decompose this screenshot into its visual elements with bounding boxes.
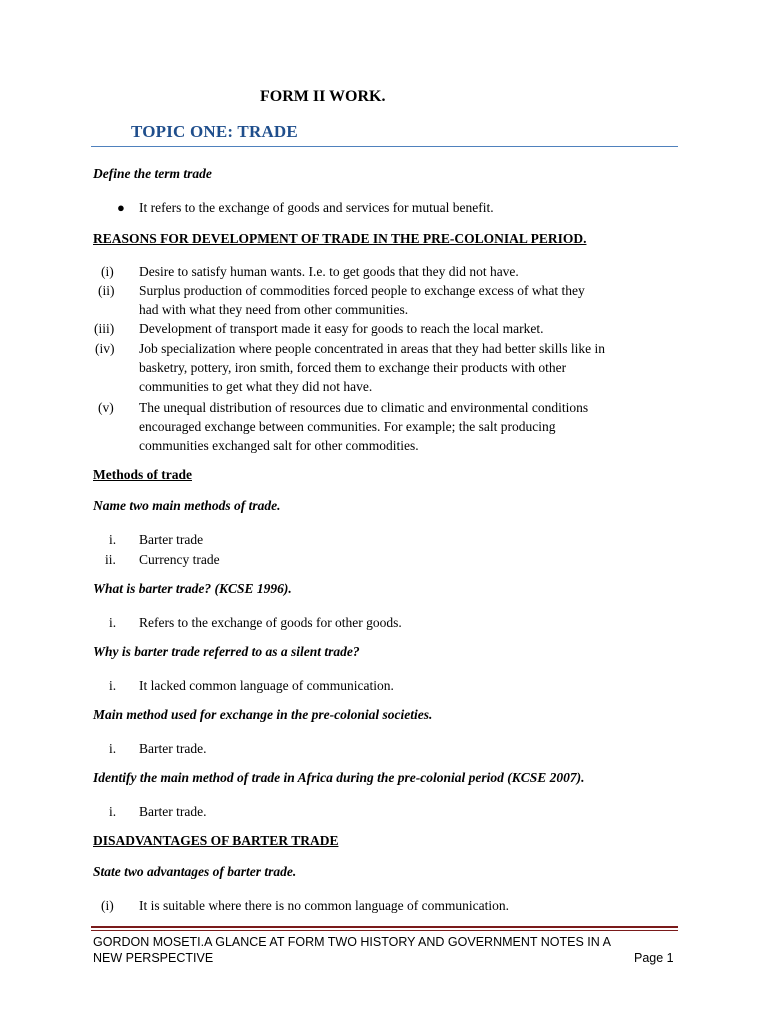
barter-question: What is barter trade? (KCSE 1996).: [93, 581, 292, 596]
topic-underline: [91, 146, 678, 147]
identify-question: Identify the main method of trade in Africa during the pre-colonial period (KCSE 2007).: [93, 770, 585, 785]
list-item: Barter trade.: [139, 804, 207, 819]
form-title: FORM II WORK.: [260, 88, 386, 105]
list-item-continuation: had with what they need from other communities.: [139, 302, 409, 317]
main-method-question: Main method used for exchange in the pre-colonial societies.: [93, 707, 433, 722]
topic-title: TOPIC ONE: TRADE: [131, 122, 298, 141]
list-number: i.: [109, 532, 117, 547]
footer-rule: [91, 930, 678, 931]
define-answer: It refers to the exchange of goods and services for mutual benefit.: [139, 200, 494, 215]
footer-rule: [91, 926, 678, 928]
list-number: (i): [101, 898, 114, 913]
methods-heading: Methods of trade: [93, 467, 192, 482]
footer-text-line2: NEW PERSPECTIVE: [93, 951, 214, 965]
list-item: It lacked common language of communication.: [139, 678, 394, 693]
list-item: It is suitable where there is no common language of communication.: [139, 898, 510, 913]
list-number: (ii): [98, 283, 115, 298]
list-item: Barter trade: [139, 532, 204, 547]
list-number: i.: [109, 678, 117, 693]
list-number: (iii): [94, 321, 115, 336]
list-item: Desire to satisfy human wants. I.e. to get goods that they did not have.: [139, 264, 519, 279]
list-number: i.: [109, 615, 117, 630]
list-number: (iv): [95, 341, 115, 356]
list-item-continuation: communities exchanged salt for other commodities.: [139, 438, 419, 453]
reasons-heading: REASONS FOR DEVELOPMENT OF TRADE IN THE PRE-COLONIAL PERIOD.: [93, 231, 587, 246]
list-item: Development of transport made it easy for goods to reach the local market.: [139, 321, 544, 336]
define-question: Define the term trade: [93, 166, 212, 181]
list-number: ii.: [105, 552, 116, 567]
list-item: The unequal distribution of resources due to climatic and environmental conditions: [139, 400, 589, 415]
advantages-question: State two advantages of barter trade.: [93, 864, 297, 879]
list-number: i.: [109, 741, 117, 756]
list-item: Surplus production of commodities forced people to exchange excess of what they: [139, 283, 585, 298]
footer-text-line1: GORDON MOSETI.A GLANCE AT FORM TWO HISTORY AND GOVERNMENT NOTES IN A: [93, 935, 611, 949]
list-number: i.: [109, 804, 117, 819]
list-item-continuation: communities to get what they did not have.: [139, 379, 373, 394]
list-item: Refers to the exchange of goods for other goods.: [139, 615, 402, 630]
list-number: (v): [98, 400, 114, 415]
methods-question: Name two main methods of trade.: [93, 498, 281, 513]
bullet-icon: ●: [117, 200, 125, 215]
disadvantages-heading: DISADVANTAGES OF BARTER TRADE: [93, 833, 339, 848]
list-item: Job specialization where people concentrated in areas that they had better skills like in: [139, 341, 605, 356]
list-item: Barter trade.: [139, 741, 207, 756]
list-item-continuation: basketry, pottery, iron smith, forced them to exchange their products with other: [139, 360, 567, 375]
list-number: (i): [101, 264, 114, 279]
silent-question: Why is barter trade referred to as a silent trade?: [93, 644, 360, 659]
list-item-continuation: encouraged exchange between communities. For example; the salt producing: [139, 419, 556, 434]
list-item: Currency trade: [139, 552, 220, 567]
page-number: Page 1: [634, 951, 674, 965]
